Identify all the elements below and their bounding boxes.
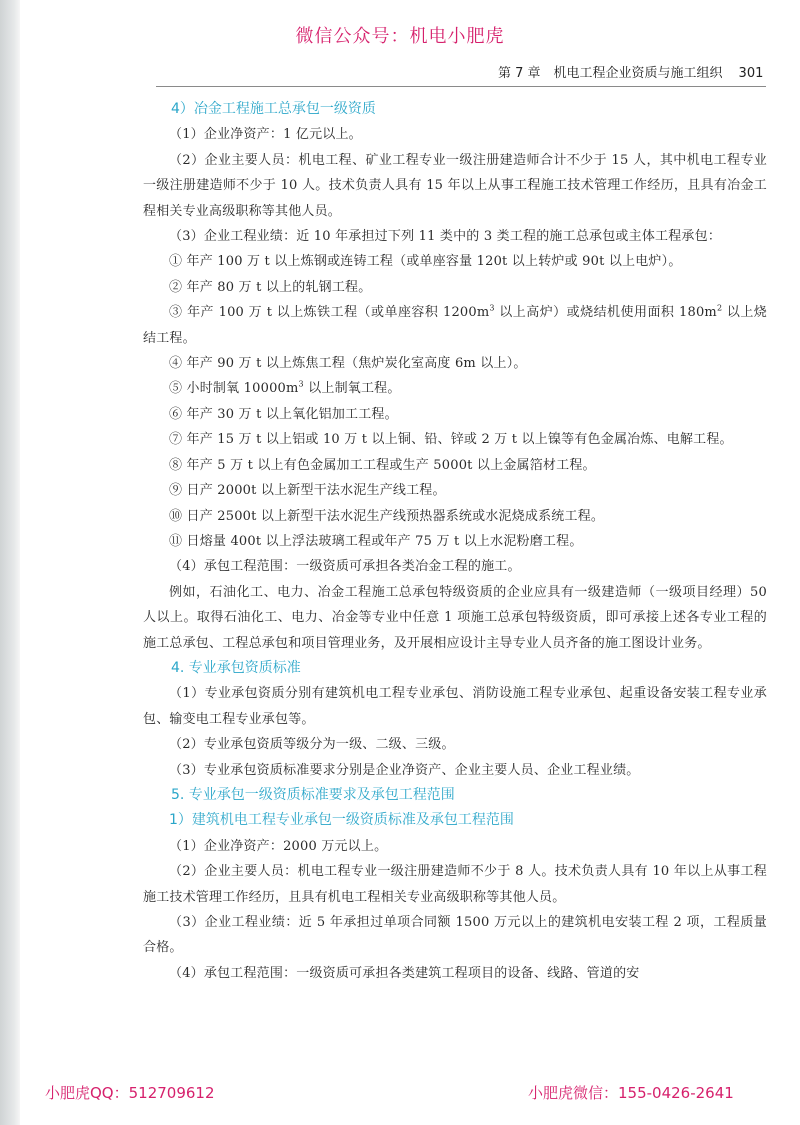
body-paragraph: ⑧ 年产 5 万 t 以上有色金属加工工程或生产 5000t 以上金属箔材工程。 [169, 457, 596, 473]
watermark-top: 微信公众号：机电小肥虎 [295, 26, 505, 47]
body-paragraph: （1）企业净资产：1 亿元以上。 [169, 127, 362, 143]
body-paragraph: ① 年产 100 万 t 以上炼钢或连铸工程（或单座容量 120t 以上转炉或 90t 以上电炉）。 [169, 254, 682, 270]
body-paragraph: （2）专业承包资质等级分为一级、二级、三级。 [169, 737, 455, 753]
text-run: ⑤ 小时制氧 10000m [169, 381, 299, 397]
body-paragraph: ② 年产 80 万 t 以上的轧钢工程。 [169, 279, 372, 295]
watermark-bottom-right: 小肥虎微信：155-0426-2641 [528, 1084, 734, 1102]
body-paragraph: （4）承包工程范围：一级资质可承担各类建筑工程项目的设备、线路、管道的安 [169, 965, 640, 981]
body-paragraph: ⑥ 年产 30 万 t 以上氧化铝加工工程。 [169, 406, 398, 422]
section-heading: 4. 专业承包资质标准 [171, 659, 301, 676]
section-heading: 4）冶金工程施工总承包一级资质 [171, 101, 376, 117]
watermark-bottom-left: 小肥虎QQ：512709612 [45, 1084, 215, 1102]
page-body [143, 97, 767, 986]
page-edge-strip [0, 0, 20, 1125]
body-paragraph: ⑩ 日产 2500t 以上新型干法水泥生产线预热器系统或水泥烧成系统工程。 [169, 508, 605, 524]
body-paragraph: ⑪ 日熔量 400t 以上浮法玻璃工程或年产 75 万 t 以上水泥粉磨工程。 [169, 533, 583, 549]
body-paragraph: （1）企业净资产：2000 万元以上。 [169, 838, 388, 854]
body-paragraph [143, 376, 767, 401]
chapter-title: 第 7 章 机电工程企业资质与施工组织 [498, 66, 723, 81]
body-paragraph: ④ 年产 90 万 t 以上炼焦工程（焦炉炭化室高度 6m 以上）。 [169, 356, 527, 372]
superscript: 3 [489, 303, 495, 313]
section-heading: 5. 专业承包一级资质标准要求及承包工程范围 [171, 786, 455, 803]
running-header [498, 62, 763, 81]
body-paragraph: （1）专业承包资质分别有建筑机电工程专业承包、消防设施工程专业承包、起重设备安装工程专业承包、输变电工程专业承包等。 [143, 686, 767, 727]
body-paragraph: （3）企业工程业绩：近 5 年承担过单项合同额 1500 万元以上的建筑机电安装工程 2 项，工程质量合格。 [143, 915, 767, 956]
body-paragraph [143, 300, 767, 351]
superscript: 3 [298, 380, 304, 390]
text-run: ③ 年产 100 万 t 以上炼铁工程（或单座容积 1200m [169, 305, 490, 321]
page-number: 301 [738, 66, 764, 81]
header-divider [156, 86, 766, 87]
text-run: 以上高炉）或烧结机使用面积 180m [494, 305, 717, 321]
body-paragraph: （3）企业工程业绩：近 10 年承担过下列 11 类中的 3 类工程的施工总承包或主体工程承包： [169, 229, 722, 245]
body-paragraph: （4）承包工程范围：一级资质可承担各类冶金工程的施工。 [169, 559, 521, 575]
superscript: 2 [716, 303, 723, 313]
text-run: 以上制氧工程。 [303, 381, 401, 397]
body-paragraph: ⑦ 年产 15 万 t 以上铝或 10 万 t 以上铜、铅、锌或 2 万 t 以上镍等有色金属冶炼、电解工程。 [169, 432, 733, 448]
text-run: 以上烧结工程。 [143, 305, 767, 346]
body-paragraph: 例如，石油化工、电力、冶金工程施工总承包特级资质的企业应具有一级建造师（一级项目经理）50 人以上。取得石油化工、电力、冶金等专业中任意 1 项施工总承包特级资质，即可承接上述各专业工程的施工总承包、工程总承包和项目管理业务，及开展相应设计主导专业人员齐备的施工图设计业务。 [143, 584, 767, 651]
body-paragraph: （2）企业主要人员：机电工程专业一级注册建造师不少于 8 人。技术负责人具有 10 年以上从事工程施工技术管理工作经历，且具有机电工程相关专业高级职称等其他人员。 [143, 864, 767, 905]
body-paragraph: （2）企业主要人员：机电工程、矿业工程专业一级注册建造师合计不少于 15 人，其中机电工程专业一级注册建造师不少于 10 人。技术负责人具有 15 年以上从事工程施工技术管理工作经历，且具有冶金工程相关专业高级职称等其他人员。 [143, 152, 767, 219]
body-paragraph: ⑨ 日产 2000t 以上新型干法水泥生产线工程。 [169, 483, 446, 499]
subsection-heading: 1）建筑机电工程专业承包一级资质标准及承包工程范围 [169, 812, 514, 829]
body-paragraph: （3）专业承包资质标准要求分别是企业净资产、企业主要人员、企业工程业绩。 [169, 762, 640, 778]
